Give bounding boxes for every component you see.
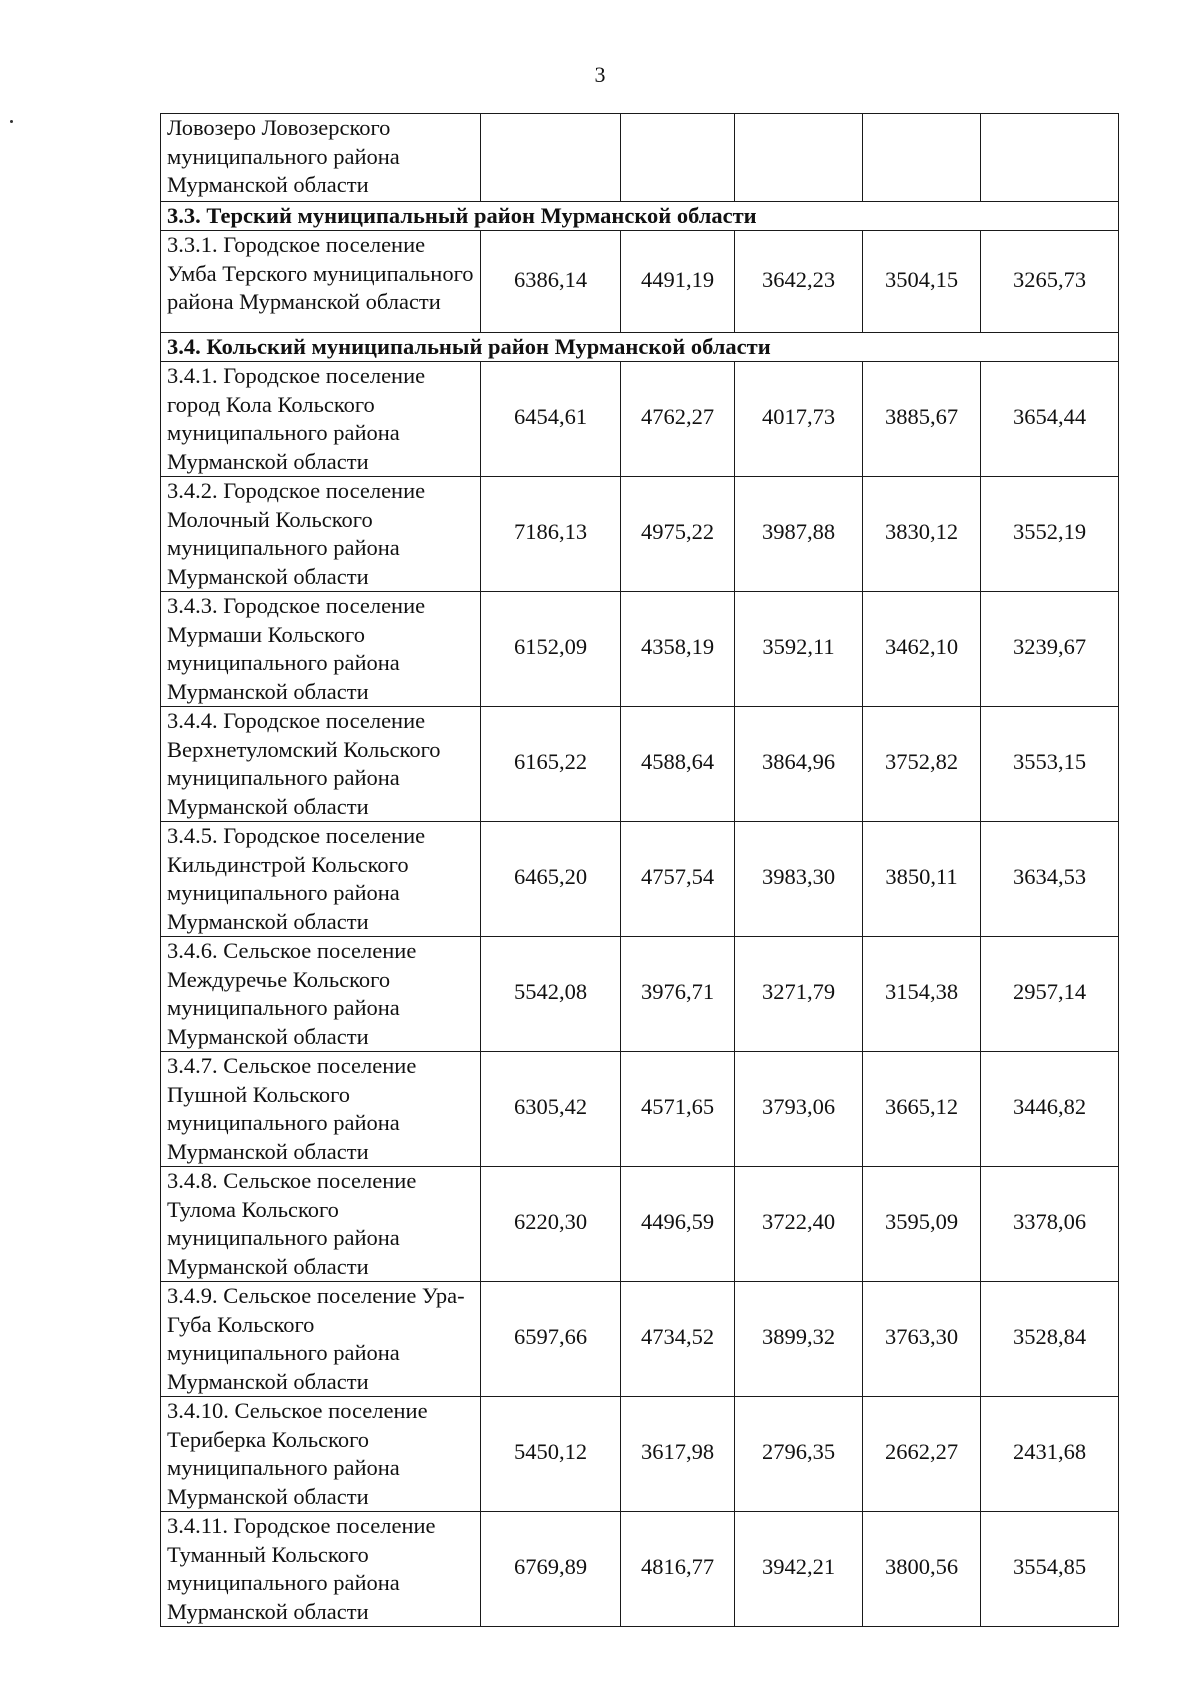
value-cell: 3983,30	[735, 822, 863, 937]
value-cell: 6220,30	[481, 1167, 621, 1282]
value-cell: 4734,52	[621, 1282, 735, 1397]
value-cell: 6152,09	[481, 592, 621, 707]
value-cell-empty	[621, 114, 735, 202]
value-cell: 3800,56	[863, 1512, 981, 1627]
value-cell: 3446,82	[981, 1052, 1119, 1167]
value-cell: 4975,22	[621, 477, 735, 592]
table-row	[161, 1167, 1119, 1282]
value-cell: 4017,73	[735, 362, 863, 477]
value-cell: 6769,89	[481, 1512, 621, 1627]
value-cell: 4816,77	[621, 1512, 735, 1627]
value-cell-empty	[863, 114, 981, 202]
table-row	[161, 477, 1119, 592]
row-name: 3.4.10. Сельское поселение Териберка Кольского муниципального района Мурманской области	[161, 1397, 481, 1512]
value-cell: 3885,67	[863, 362, 981, 477]
section-header-row	[161, 333, 1119, 362]
value-cell: 4496,59	[621, 1167, 735, 1282]
value-cell: 4358,19	[621, 592, 735, 707]
value-cell: 3154,38	[863, 937, 981, 1052]
value-cell: 5542,08	[481, 937, 621, 1052]
value-cell: 3553,15	[981, 707, 1119, 822]
row-name: 3.4.11. Городское поселение Туманный Кольского муниципального района Мурманской области	[161, 1512, 481, 1627]
table-row	[161, 1397, 1119, 1512]
row-name: 3.4.6. Сельское поселение Междуречье Кольского муниципального района Мурманской области	[161, 937, 481, 1052]
scan-speck	[10, 120, 13, 123]
value-cell: 3504,15	[863, 231, 981, 333]
value-cell: 3665,12	[863, 1052, 981, 1167]
value-cell: 6305,42	[481, 1052, 621, 1167]
table-row-continued	[161, 114, 1119, 202]
value-cell: 2431,68	[981, 1397, 1119, 1512]
value-cell: 6165,22	[481, 707, 621, 822]
value-cell: 3554,85	[981, 1512, 1119, 1627]
table-row	[161, 937, 1119, 1052]
section-header-row	[161, 202, 1119, 231]
section-title: 3.3. Терский муниципальный район Мурманской области	[161, 202, 1119, 231]
value-cell: 3552,19	[981, 477, 1119, 592]
value-cell: 2796,35	[735, 1397, 863, 1512]
value-cell: 3899,32	[735, 1282, 863, 1397]
value-cell: 3850,11	[863, 822, 981, 937]
value-cell: 3976,71	[621, 937, 735, 1052]
value-cell: 3864,96	[735, 707, 863, 822]
value-cell: 4571,65	[621, 1052, 735, 1167]
value-cell: 3642,23	[735, 231, 863, 333]
value-cell: 4588,64	[621, 707, 735, 822]
value-cell-empty	[735, 114, 863, 202]
row-name: 3.4.2. Городское поселение Молочный Кольского муниципального района Мурманской области	[161, 477, 481, 592]
table-row	[161, 231, 1119, 333]
value-cell-empty	[981, 114, 1119, 202]
table-row	[161, 1282, 1119, 1397]
value-cell: 3634,53	[981, 822, 1119, 937]
value-cell: 3462,10	[863, 592, 981, 707]
table-row	[161, 1052, 1119, 1167]
value-cell: 3722,40	[735, 1167, 863, 1282]
value-cell: 3528,84	[981, 1282, 1119, 1397]
value-cell: 6597,66	[481, 1282, 621, 1397]
row-name: 3.4.9. Сельское поселение Ура-Губа Кольского муниципального района Мурманской области	[161, 1282, 481, 1397]
value-cell: 2957,14	[981, 937, 1119, 1052]
table-row	[161, 822, 1119, 937]
value-cell: 3271,79	[735, 937, 863, 1052]
value-cell: 3654,44	[981, 362, 1119, 477]
value-cell: 3595,09	[863, 1167, 981, 1282]
page-number: 3	[594, 62, 606, 87]
table-row	[161, 592, 1119, 707]
value-cell: 3378,06	[981, 1167, 1119, 1282]
value-cell: 6386,14	[481, 231, 621, 333]
row-name: 3.4.5. Городское поселение Кильдинстрой Кольского муниципального района Мурманской области	[161, 822, 481, 937]
value-cell: 3617,98	[621, 1397, 735, 1512]
value-cell: 7186,13	[481, 477, 621, 592]
value-cell: 3239,67	[981, 592, 1119, 707]
value-cell: 6454,61	[481, 362, 621, 477]
value-cell: 3592,11	[735, 592, 863, 707]
table-body	[161, 114, 1119, 1627]
value-cell: 4757,54	[621, 822, 735, 937]
table-row	[161, 362, 1119, 477]
value-cell: 5450,12	[481, 1397, 621, 1512]
row-name: 3.4.3. Городское поселение Мурмаши Кольского муниципального района Мурманской области	[161, 592, 481, 707]
value-cell: 2662,27	[863, 1397, 981, 1512]
row-name: 3.3.1. Городское поселение Умба Терского муниципального района Мурманской области	[161, 231, 481, 333]
value-cell: 3942,21	[735, 1512, 863, 1627]
value-cell: 4762,27	[621, 362, 735, 477]
row-name: 3.4.1. Городское поселение город Кола Кольского муниципального района Мурманской области	[161, 362, 481, 477]
value-cell: 3830,12	[863, 477, 981, 592]
row-name: 3.4.4. Городское поселение Верхнетуломский Кольского муниципального района Мурманской области	[161, 707, 481, 822]
value-cell: 3763,30	[863, 1282, 981, 1397]
value-cell: 3793,06	[735, 1052, 863, 1167]
table-row	[161, 707, 1119, 822]
value-cell: 3752,82	[863, 707, 981, 822]
value-cell: 3987,88	[735, 477, 863, 592]
section-title: 3.4. Кольский муниципальный район Мурманской области	[161, 333, 1119, 362]
value-cell: 6465,20	[481, 822, 621, 937]
value-cell-empty	[481, 114, 621, 202]
table-row	[161, 1512, 1119, 1627]
row-name: 3.4.8. Сельское поселение Тулома Кольского муниципального района Мурманской области	[161, 1167, 481, 1282]
row-name: 3.4.7. Сельское поселение Пушной Кольского муниципального района Мурманской области	[161, 1052, 481, 1167]
value-cell: 4491,19	[621, 231, 735, 333]
tariff-table	[160, 113, 1119, 1627]
value-cell: 3265,73	[981, 231, 1119, 333]
row-name: Ловозеро Ловозерского муниципального района Мурманской области	[161, 114, 481, 202]
